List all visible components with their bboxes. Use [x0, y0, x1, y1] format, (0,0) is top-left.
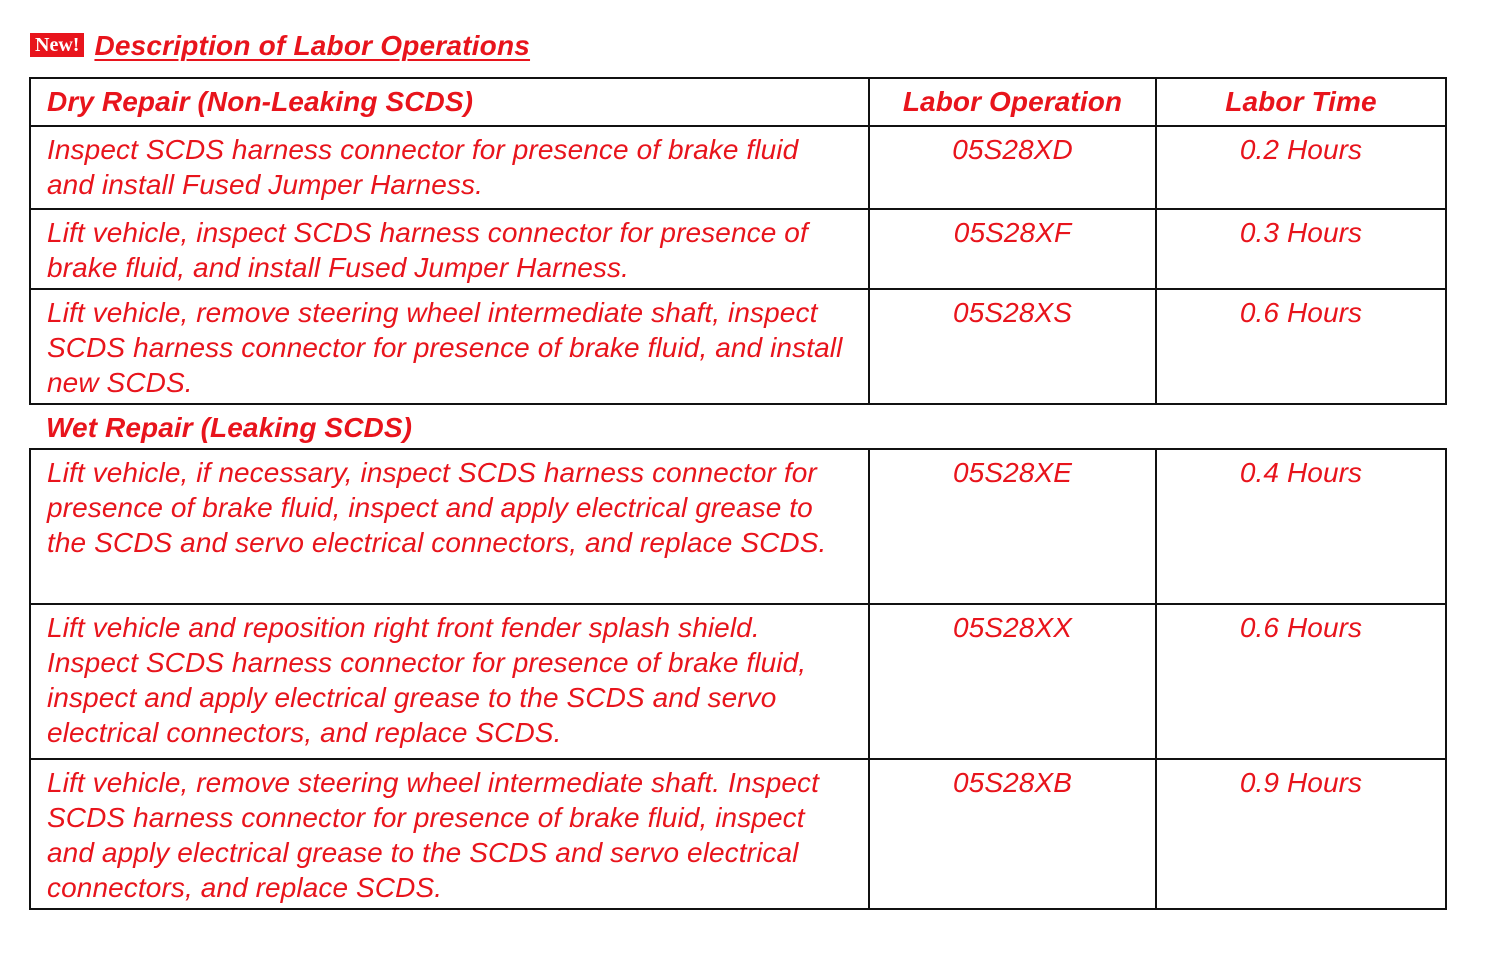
table-row	[30, 449, 1446, 604]
table-row	[30, 209, 1446, 289]
row-description: Lift vehicle and reposition right front fender splash shield. Inspect SCDS harness connector for presence of brake fluid, inspect and apply electrical grease to the SCDS and servo electrical connectors, and replace SCDS.	[30, 604, 869, 759]
row-labor-operation: 05S28XE	[869, 449, 1156, 604]
row-labor-time: 0.6 Hours	[1156, 289, 1446, 404]
section-spacer	[869, 404, 1156, 449]
section-spacer	[1156, 404, 1446, 449]
row-labor-operation: 05S28XS	[869, 289, 1156, 404]
row-labor-time: 0.6 Hours	[1156, 604, 1446, 759]
row-labor-time: 0.4 Hours	[1156, 449, 1446, 604]
dry-repair-header: Dry Repair (Non-Leaking SCDS)	[30, 78, 869, 126]
row-labor-operation: 05S28XF	[869, 209, 1156, 289]
row-labor-operation: 05S28XB	[869, 759, 1156, 909]
table-row	[30, 604, 1446, 759]
table-header-row	[30, 78, 1446, 126]
row-description: Lift vehicle, if necessary, inspect SCDS harness connector for presence of brake fluid, inspect and apply electrical grease to the SCDS and servo electrical connectors, and replace SCDS.	[30, 449, 869, 604]
new-badge: New!	[30, 33, 84, 57]
row-labor-time: 0.3 Hours	[1156, 209, 1446, 289]
row-description: Lift vehicle, remove steering wheel intermediate shaft. Inspect SCDS harness connector for presence of brake fluid, inspect and apply electrical grease to the SCDS and servo electrical connectors, and replace SCDS.	[30, 759, 869, 909]
labor-operations-table	[29, 77, 1447, 910]
document-header	[30, 26, 530, 62]
row-description: Lift vehicle, inspect SCDS harness connector for presence of brake fluid, and install Fused Jumper Harness.	[30, 209, 869, 289]
row-labor-time: 0.9 Hours	[1156, 759, 1446, 909]
row-labor-time: 0.2 Hours	[1156, 126, 1446, 209]
row-description: Inspect SCDS harness connector for presence of brake fluid and install Fused Jumper Harness.	[30, 126, 869, 209]
row-description: Lift vehicle, remove steering wheel intermediate shaft, inspect SCDS harness connector for presence of brake fluid, and install new SCDS.	[30, 289, 869, 404]
table-row	[30, 759, 1446, 909]
document-title: Description of Labor Operations	[94, 30, 531, 61]
wet-repair-section-row	[30, 404, 1446, 449]
row-labor-operation: 05S28XX	[869, 604, 1156, 759]
row-labor-operation: 05S28XD	[869, 126, 1156, 209]
wet-repair-header: Wet Repair (Leaking SCDS)	[30, 404, 869, 449]
labor-time-header: Labor Time	[1156, 78, 1446, 126]
table-row	[30, 126, 1446, 209]
table-row	[30, 289, 1446, 404]
labor-operation-header: Labor Operation	[869, 78, 1156, 126]
